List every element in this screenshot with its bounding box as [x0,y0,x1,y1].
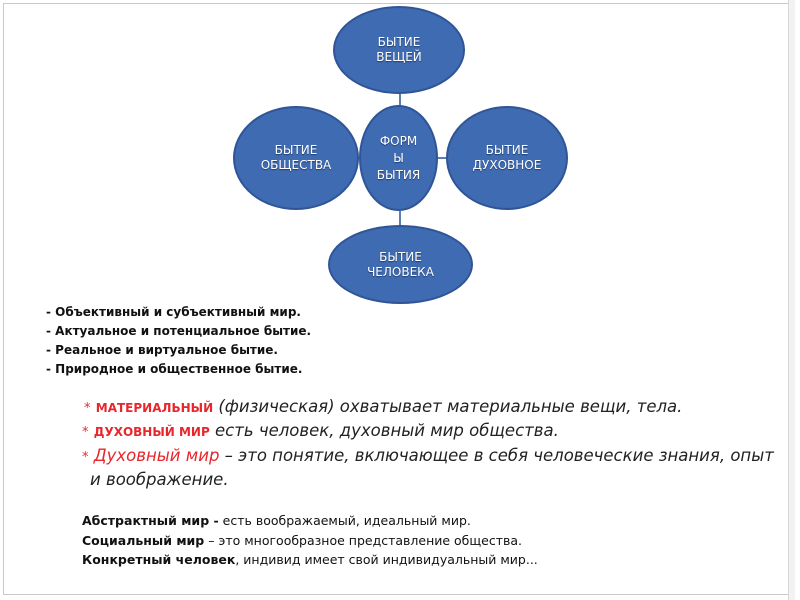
definition-material [84,397,682,416]
bullet: * [82,425,89,440]
definition-term: Духовный мир [93,446,220,465]
definition-text: (физическая) охватывает материальные вещи, тела. [213,397,683,416]
connector-right [438,157,446,159]
list-item: - Актуальное и потенциальное бытие. [46,324,312,338]
node-being-of-human [328,225,473,304]
node-forms-of-being [359,105,438,211]
list-item: - Объективный и субъективный мир. [46,305,301,319]
node-spiritual-being-label: БЫТИЕ ДУХОВНОЕ [472,143,542,172]
bullet: * [82,450,89,465]
node-forms-of-being-label: ФОРМ Ы БЫТИЯ [376,133,421,182]
note-abstract-world [82,511,538,531]
node-being-of-society [233,106,359,210]
note-text: – это многообразное представление общества. [204,532,523,548]
definition-text: – это понятие, включающее в себя человеческие знания, опыт [219,446,774,465]
definition-term: МАТЕРИАЛЬНЫЙ [95,401,214,415]
list-item: - Природное и общественное бытие. [46,362,303,376]
definition-text: есть человек, духовный мир общества. [209,421,559,440]
definition-continuation: и воображение. [90,470,229,489]
node-being-of-society-label: БЫТИЕ ОБЩЕСТВА [260,143,332,172]
node-being-of-things [333,6,465,94]
note-term: Социальный мир [82,532,205,548]
notes-block [82,511,538,570]
node-being-of-things-label: БЫТИЕ ВЕЩЕЙ [376,35,422,64]
definition-spiritual-world [82,446,774,465]
being-pairs-list [46,303,311,379]
bullet: * [84,401,91,416]
note-term: Конкретный человек [82,552,236,567]
connector-bottom [399,211,401,225]
note-concrete-human [82,550,538,570]
definition-term: ДУХОВНЫЙ МИР [93,425,210,439]
node-spiritual-being [446,106,568,210]
note-term: Абстрактный мир - [82,513,219,528]
definition-spiritual [82,421,559,440]
node-being-of-human-label: БЫТИЕ ЧЕЛОВЕКА [367,249,434,279]
list-item: - Реальное и виртуальное бытие. [46,343,278,357]
note-text: есть воображаемый, идеальный мир. [218,513,471,528]
note-social-world [82,531,538,551]
note-text: , индивид имеет свой индивидуальный мир... [235,552,538,567]
